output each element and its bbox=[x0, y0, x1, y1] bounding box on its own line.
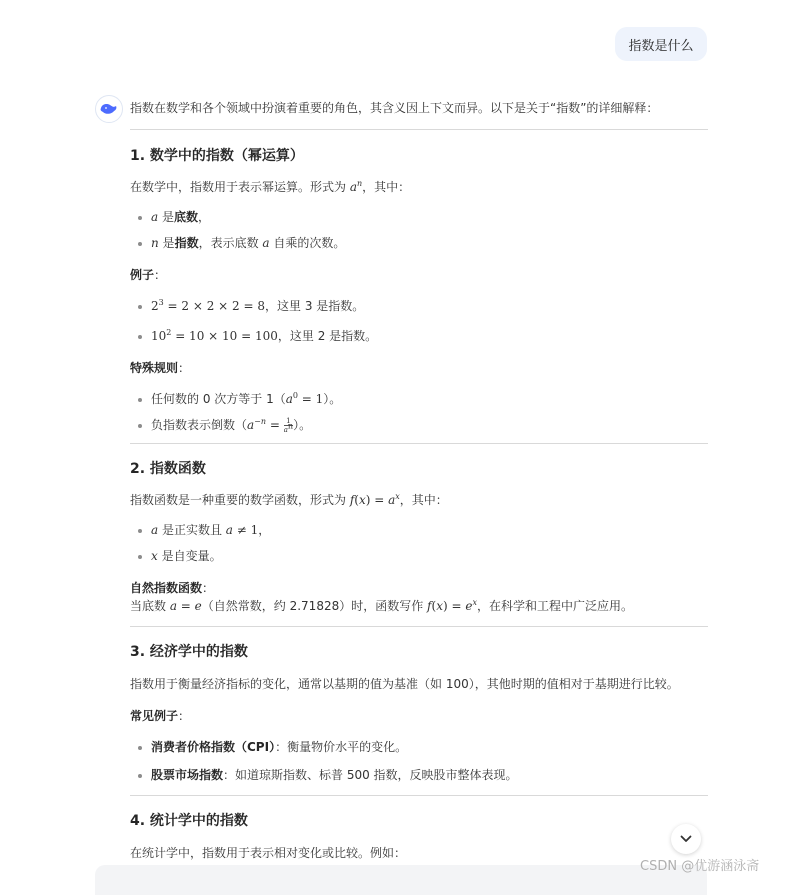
list-item: a 是正实数且 a ≠ 1， bbox=[130, 521, 708, 539]
examples-list bbox=[130, 297, 708, 345]
assistant-avatar bbox=[95, 95, 123, 123]
section-3-list bbox=[130, 738, 708, 784]
section-2-title: 2. 指数函数 bbox=[130, 461, 206, 477]
input-area-top bbox=[95, 865, 707, 895]
scroll-to-bottom-button[interactable] bbox=[671, 824, 701, 854]
section-1-title: 1. 数学中的指数（幂运算） bbox=[130, 148, 304, 164]
natural-exp-paragraph: 当底数 a = e（自然常数，约 2.71828）时，函数写作 $f(x) = e^x$，在科学和工程中广泛应用。 bbox=[130, 598, 633, 613]
section-1-list bbox=[130, 208, 708, 252]
list-item: $2^3 = 2 \times 2 \times 2 = 8$，这里 3 是指数。 bbox=[130, 297, 708, 315]
divider bbox=[130, 795, 708, 796]
list-item: 任何数的 0 次方等于 $1(a^0 = 1)$。 bbox=[130, 390, 708, 408]
list-item: $10^2 = 10 \times 10 = 100$，这里 2 是指数。 bbox=[130, 327, 708, 345]
list-item: x 是自变量。 bbox=[130, 547, 708, 565]
section-2-list bbox=[130, 521, 708, 565]
intro-text: 指数在数学和各个领域中扮演着重要的角色，其含义因上下文而异。以下是关于“指数”的详细解释： bbox=[130, 101, 659, 115]
divider bbox=[130, 626, 708, 627]
watermark: CSDN @优游涵泳斋 bbox=[640, 859, 760, 874]
list-item: 消费者价格指数（CPI）：衡量物价水平的变化。 bbox=[130, 738, 708, 756]
user-message-text: 指数是什么 bbox=[628, 38, 694, 54]
list-item: a 是底数， bbox=[130, 208, 708, 226]
assistant-answer bbox=[130, 93, 708, 862]
section-1-paragraph: 在数学中，指数用于表示幂运算。形式为 $a^n$，其中： bbox=[130, 179, 411, 194]
section-3-title: 3. 经济学中的指数 bbox=[130, 644, 248, 660]
list-item: 股票市场指数：如道琼斯指数、标普 500 指数，反映股市整体表现。 bbox=[130, 766, 708, 784]
section-3-paragraph: 指数用于衡量经济指标的变化，通常以基期的值为基准（如 100），其他时期的值相对于基期进行比较。 bbox=[130, 677, 679, 691]
list-item: n 是指数，表示底数 a 自乘的次数。 bbox=[130, 234, 708, 252]
common-examples-label: 常见例子： bbox=[130, 709, 191, 723]
special-rules-list bbox=[130, 390, 708, 434]
section-4-title: 4. 统计学中的指数 bbox=[130, 813, 248, 829]
whale-logo-icon bbox=[100, 102, 118, 116]
special-rules-label: 特殊规则： bbox=[130, 361, 191, 375]
user-message-bubble bbox=[615, 27, 707, 61]
chevron-down-icon bbox=[680, 835, 692, 843]
examples-label: 例子： bbox=[130, 268, 167, 282]
divider bbox=[130, 129, 708, 130]
section-2-paragraph: 指数函数是一种重要的数学函数，形式为 $f(x) = a^x$，其中： bbox=[130, 492, 448, 507]
section-4-paragraph: 在统计学中，指数用于表示相对变化或比较。例如： bbox=[130, 846, 407, 860]
natural-exp-label: 自然指数函数： bbox=[130, 581, 215, 595]
list-item: 负指数表示倒数（$a^{-n}$ = $\frac{1}{a^n}$ ）。 bbox=[130, 416, 708, 434]
divider bbox=[130, 443, 708, 444]
